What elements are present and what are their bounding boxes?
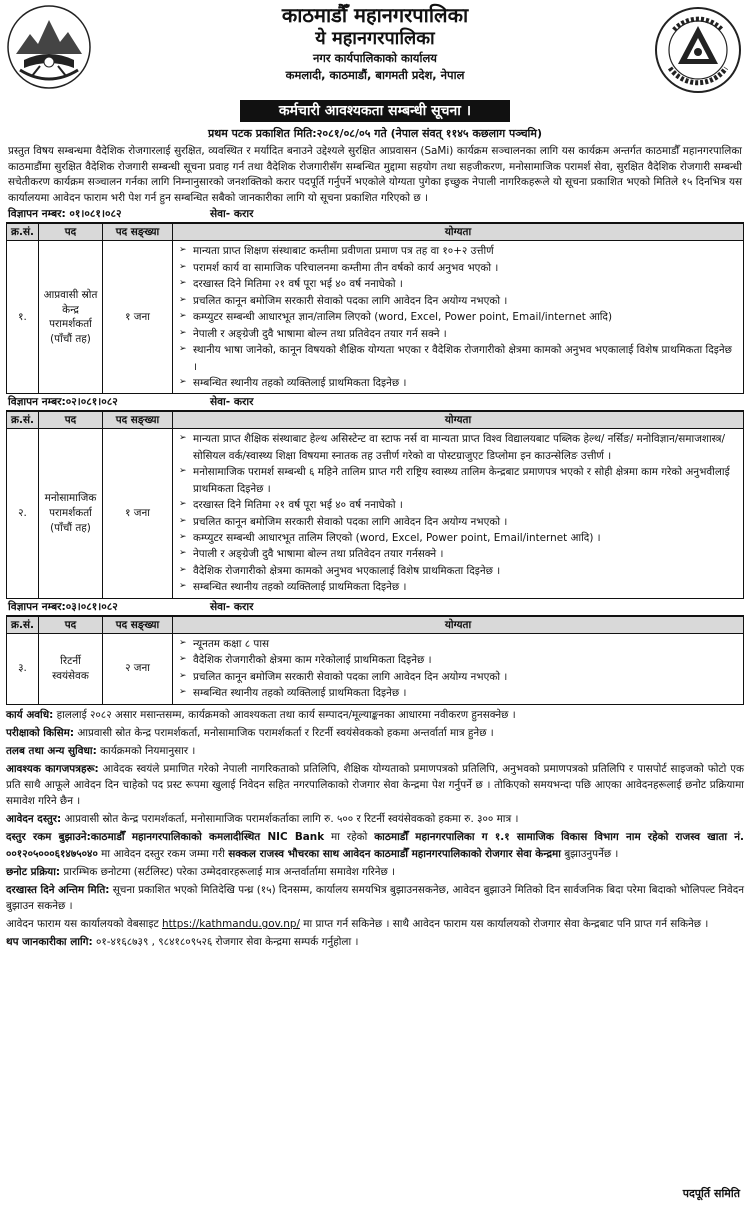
qualification-item: ➢ स्थानीय भाषा जानेको, कानून विषयको शैक्षिक योग्यता भएका र वैदेशिक रोजगारीको क्षेत्रमा कामको अनुभव भएकालाई विशेष प्राथमिकता दिइनेछ । — [179, 342, 739, 375]
adv-service: सेवा- करार — [210, 396, 254, 409]
office-name: नगर कार्यपालिकाको कार्यालय — [313, 51, 437, 65]
post-table — [6, 223, 744, 394]
advertisements — [0, 206, 750, 704]
contact-label: थप जानकारीका लागि: — [6, 936, 93, 949]
qualification-item: ➢ दरखास्त दिने मितिमा २१ वर्ष पूरा भई ४० वर्ष ननाघेको । — [179, 497, 739, 513]
col-qualification: योग्यता — [173, 412, 744, 429]
docs-para — [6, 761, 744, 809]
deadline-text: सूचना प्रकाशित भएको मितिदेखि पन्ध्र (१५) दिनसम्म, कार्यालय समयभित्र बुझाउनसकनेछ, आवेदन बुझाउने मितिको दिन सार्वजनिक बिदा परेमा बिदाको भोलिपल्ट निवेदन बुझाउन सकनेछ । — [6, 883, 744, 912]
intro-paragraph: प्रस्तुत विषय सम्बन्धमा वैदेशिक रोजगारलाई सुरक्षित, व्यवस्थित र मर्यादित बनाउने उद्देश्यले सुरक्षित आप्रवासन (SaMi) कार्यक्रम सञ्चालनका लागि यस कार्यक्रम अन्तर्गत काठमाडौँ महानगरपालिका काठमाडौंमा सुरक्षित वैदेशिक रोजगारी सम्बन्धी सूचना प्रवाह गर्न तथा वैदेशिक रोजगारीसँग सम्बन्धित मुद्दामा सहयोग तथा सहजीकरण, मनोसामाजिक परामर्श सेवा, सुरक्षित वैदेशिक रोजगारी सम्बन्धी सचेतीकरण कार्यक्रम सञ्चालन गर्नका लागि निम्नानुसारको जनशक्तिको करार पदपूर्ति गर्नुपर्ने भएकोले योग्यता पुगेका इच्छुक नेपाली नागरिकहरूले यो सूचना प्रकाशित भएको मितिले १५ दिनभित्र यस कार्यालयमा आवेदन फाराम भरी पेश गर्न हुन सम्बन्धित सबैको जानकारीका लागि यो सूचना प्रकाशित गरिएको छ । — [8, 145, 742, 204]
signature: पदपूर्ति समिति — [682, 1187, 740, 1201]
col-sn: क्र.सं. — [7, 616, 39, 633]
qualification-item: ➢ प्रचलित कानून बमोजिम सरकारी सेवाको पदका लागि आवेदन दिन अयोग्य नभएको । — [179, 293, 739, 309]
docs-text: आवेदक स्वयंले प्रमाणित गरेको नेपाली नागरिकताको प्रतिलिपि, शैक्षिक योग्यताको प्रमाणपत्रको प्रतिलिपि, अनुभवको प्रमाणपत्रको प्रतिलिपि र पासपोर्ट साइजको फोटो एक प्रति साथै आफूले आवेदन दिन चाहेको पद प्रस्ट रूपमा खुलाई निवेदन सहित नगरपालिकाको रोजगार सेवा केन्द्रमा पेश गर्नुपर्ने छ । तोकिएको समयभन्दा पछि आएका आवेदनहरूलाई छनोट प्रक्रियामा समावेश गरिने छैन । — [6, 762, 744, 808]
qualification-list — [179, 431, 739, 595]
col-post: पद — [39, 616, 103, 633]
qualification-cell — [173, 633, 744, 704]
qualification-item: ➢ मनोसामाजिक परामर्श सम्बन्धी ६ महिने तालिम प्राप्त गरी राष्ट्रिय स्वास्थ्य तालिम केन्द्रबाट प्रमाणपत्र भएको र सोही क्षेत्रमा काम गरेको अनुभवीलाई प्राथमिकता दिइनेछ । — [179, 464, 739, 497]
advertisement-block — [6, 599, 744, 705]
docs-label: आवश्यक कागजपत्रहरू: — [6, 762, 99, 775]
col-qualification: योग्यता — [173, 224, 744, 241]
qualification-item: ➢ वैदेशिक रोजगारीको क्षेत्रमा काम गरेकोलाई प्राथमिकता दिइनेछ । — [179, 652, 739, 668]
advertisement-block — [6, 394, 744, 598]
adv-header — [6, 206, 744, 223]
payment-end: बुझाउनुपर्नेछ । — [560, 847, 619, 860]
contact-para — [6, 934, 744, 950]
table-row — [7, 241, 744, 394]
payment-mid-1: मा रहेको — [324, 831, 375, 844]
col-count: पद सङ्ख्या — [103, 616, 173, 633]
qualification-list — [179, 243, 739, 391]
adv-header — [6, 394, 744, 411]
qualification-item: ➢ मान्यता प्राप्त शैक्षिक संस्थाबाट हेल्थ असिस्टेन्ट वा स्टाफ नर्स वा मान्यता प्राप्त विश्व विद्यालयबाट पब्लिक हेल्थ/ नर्सिङ/ मनोविज्ञान/समाजशास्त्र/सोसियल वर्क/स्वास्थ्य शिक्षा विषयमा स्नातक तह उत्तीर्ण गरेको वा पोस्टग्राजुएट डिप्लोमा इन काउन्सेलिङ उत्तीर्ण । — [179, 431, 739, 464]
fee-text: आप्रवासी स्रोत केन्द्र परामर्शकर्ता, मनोसामाजिक परामर्शकर्ताका लागि रु. ५०० र रिटर्नी स्वयंसेवकको हकमा रु. ३०० मात्र । — [64, 813, 519, 826]
payment-mid-2: मा आवेदन दस्तुर रकम जम्मा गरी — [97, 847, 229, 860]
adv-service: सेवा- करार — [210, 208, 254, 221]
payment-label: दस्तुर रकम बुझाउने: — [6, 831, 91, 844]
post-count: १ जना — [103, 241, 173, 394]
post-sn: ३. — [7, 633, 39, 704]
exam-para — [6, 725, 744, 741]
post-table — [6, 616, 744, 705]
post-sn: २. — [7, 429, 39, 598]
col-post: पद — [39, 412, 103, 429]
exam-label: परीक्षाको किसिम: — [6, 726, 75, 739]
municipality-title-newari: ये महानगरपालिका — [315, 28, 435, 49]
qualification-item: ➢ सम्बन्धित स्थानीय तहको व्यक्तिलाई प्राथमिकता दिइनेछ । — [179, 685, 739, 701]
adv-number: विज्ञापन नम्बर: ०१।०८१।०८२ — [8, 208, 122, 221]
qualification-item: ➢ परामर्श कार्य वा सामाजिक परिचालनमा कम्तीमा तीन वर्षको कार्य अनुभव भएको । — [179, 260, 739, 276]
qualification-item: ➢ मान्यता प्राप्त शिक्षण संस्थाबाट कम्तीमा प्रवीणता प्रमाण पत्र तह वा १०+२ उत्तीर्ण — [179, 243, 739, 259]
publish-date: प्रथम पटक प्रकाशित मिति:२०८१/०८/०५ गते (नेपाल संवत् ११४५ कछलाग पञ्चमि) — [207, 127, 543, 140]
selection-text: प्रारम्भिक छनोटमा (सर्टलिस्ट) परेका उम्मेदवारहरूलाई मात्र अन्तर्वार्तामा समावेश गरिनेछ । — [63, 865, 396, 878]
table-header-row — [7, 224, 744, 241]
contact-text: ०१-४१६८७३९ , ९८४१८०९५२६ रोजगार सेवा केन्द्रमा सम्पर्क गर्नुहोला । — [95, 936, 359, 949]
adv-header — [6, 599, 744, 616]
post-sn: १. — [7, 241, 39, 394]
municipality-title: काठमाडौँ महानगरपालिका — [281, 3, 469, 27]
form-para — [6, 916, 744, 932]
post-name: आप्रवासी स्रोत केन्द्र परामर्शकर्ता (पाँचौं तह) — [39, 241, 103, 394]
deadline-para — [6, 882, 744, 914]
qualification-item: ➢ नेपाली र अङ्ग्रेजी दुवै भाषामा बोल्न तथा प्रतिवेदन तयार गर्नसक्ने । — [179, 546, 739, 562]
qualification-cell — [173, 241, 744, 394]
qualification-item: ➢ प्रचलित कानून बमोजिम सरकारी सेवाको पदका लागि आवेदन दिन अयोग्य नभएको । — [179, 514, 739, 530]
col-count: पद सङ्ख्या — [103, 412, 173, 429]
advertisement-block — [6, 206, 744, 394]
post-table — [6, 411, 744, 598]
table-row — [7, 633, 744, 704]
deadline-label: दरखास्त दिने अन्तिम मिति: — [6, 883, 110, 896]
fee-para — [6, 811, 744, 827]
form-text-1: आवेदन फाराम यस कार्यालयको वेबसाइट — [6, 918, 162, 930]
qualification-cell — [173, 429, 744, 598]
selection-para — [6, 864, 744, 880]
col-qualification: योग्यता — [173, 616, 744, 633]
qualification-item: ➢ कम्प्युटर सम्बन्धी आधारभूत ज्ञान/तालिम लिएको (word, Excel, Power point, Email/internet आदि) — [179, 309, 739, 325]
adv-service: सेवा- करार — [210, 600, 254, 613]
qualification-item: ➢ कम्प्युटर सम्बन्धी आधारभूत तालिम लिएको (word, Excel, Power point, Email/internet आदि) । — [179, 530, 739, 546]
adv-number: विज्ञापन नम्बर:०२।०८१।०८२ — [8, 396, 118, 409]
post-name: रिटर्नी स्वयंसेवक — [39, 633, 103, 704]
qualification-item: ➢ सम्बन्धित स्थानीय तहको व्यक्तिलाई प्राथमिकता दिइनेछ । — [179, 579, 739, 595]
duration-text: हाललाई २०८२ असार मसान्तसम्म, कार्यक्रमको आवश्यकता तथा कार्य सम्पादन/मूल्याङ्कनका आधारमा नवीकरण हुनसक्नेछ । — [56, 708, 516, 721]
payment-bank: काठमाडौँ महानगरपालिकाको कमलादीस्थित NIC Bank — [90, 831, 325, 844]
qualification-list — [179, 636, 739, 702]
qualification-item: ➢ सम्बन्धित स्थानीय तहको व्यक्तिलाई प्राथमिकता दिइनेछ । — [179, 375, 739, 391]
col-post: पद — [39, 224, 103, 241]
post-count: १ जना — [103, 429, 173, 598]
fee-label: आवेदन दस्तुर: — [6, 813, 62, 826]
website-link[interactable]: https://kathmandu.gov.np/ — [162, 918, 300, 930]
qualification-item: ➢ न्यूनतम कक्षा ८ पास — [179, 636, 739, 652]
col-count: पद सङ्ख्या — [103, 224, 173, 241]
notice-title: कर्मचारी आवश्यकता सम्बन्धी सूचना । — [240, 100, 510, 122]
table-header-row — [7, 616, 744, 633]
form-text-2: मा प्राप्त गर्न सकिनेछ । साथै आवेदन फाराम यस कार्यालयको रोजगार सेवा केन्द्रबाट पनि प्राप्त गर्न सकिनेछ । — [299, 918, 709, 930]
post-count: २ जना — [103, 633, 173, 704]
kmc-seal-icon — [654, 6, 742, 94]
col-sn: क्र.सं. — [7, 224, 39, 241]
col-sn: क्र.सं. — [7, 412, 39, 429]
qualification-item: ➢ प्रचलित कानून बमोजिम सरकारी सेवाको पदका लागि आवेदन दिन अयोग्य नभएको । — [179, 669, 739, 685]
table-row — [7, 429, 744, 598]
payment-para — [6, 829, 744, 861]
exam-text: आप्रवासी स्रोत केन्द्र परामर्शकर्ता, मनोसामाजिक परामर्शकर्ता र रिटर्नी स्वयंसेवकको हकमा अन्तर्वार्ता मात्र हुनेछ । — [77, 726, 494, 739]
table-header-row — [7, 412, 744, 429]
adv-number: विज्ञापन नम्बर:०३।०८१।०८२ — [8, 600, 118, 613]
payment-voucher: सक्कल राजस्व भौचरका साथ आवेदन काठमाडौँ महानगरपालिकाको रोजगार सेवा केन्द्रमा — [228, 847, 561, 860]
salary-para — [6, 743, 744, 759]
qualification-item: ➢ नेपाली र अङ्ग्रेजी दुवै भाषामा बोल्न तथा प्रतिवेदन तयार गर्न सक्ने । — [179, 326, 739, 342]
salary-text: कार्यक्रमको नियमानुसार । — [100, 744, 196, 757]
qualification-item: ➢ दरखास्त दिने मितिमा २१ वर्ष पूरा भई ४० वर्ष ननाघेको । — [179, 276, 739, 292]
payment-account: काठमाडौँ महानगरपालिका ग १.१ सामाजिक विकास विभाग नाम रहेको राजस्व खाता नं. ००१२०५०००६१४७५०४० — [6, 831, 744, 860]
duration-para — [6, 707, 744, 723]
office-address: कमलादी, काठमाडौं, बागमती प्रदेश, नेपाल — [285, 68, 465, 82]
selection-label: छनोट प्रक्रिया: — [6, 865, 61, 878]
salary-label: तलब तथा अन्य सुविधा: — [6, 744, 97, 757]
qualification-item: ➢ वैदेशिक रोजगारीको क्षेत्रमा कामको अनुभव भएकालाई विशेष प्राथमिकता दिइनेछ । — [179, 563, 739, 579]
details-section — [6, 707, 744, 951]
post-name: मनोसामाजिक परामर्शकर्ता (पाँचौं तह) — [39, 429, 103, 598]
duration-label: कार्य अवधि: — [6, 708, 54, 721]
header — [0, 0, 750, 100]
